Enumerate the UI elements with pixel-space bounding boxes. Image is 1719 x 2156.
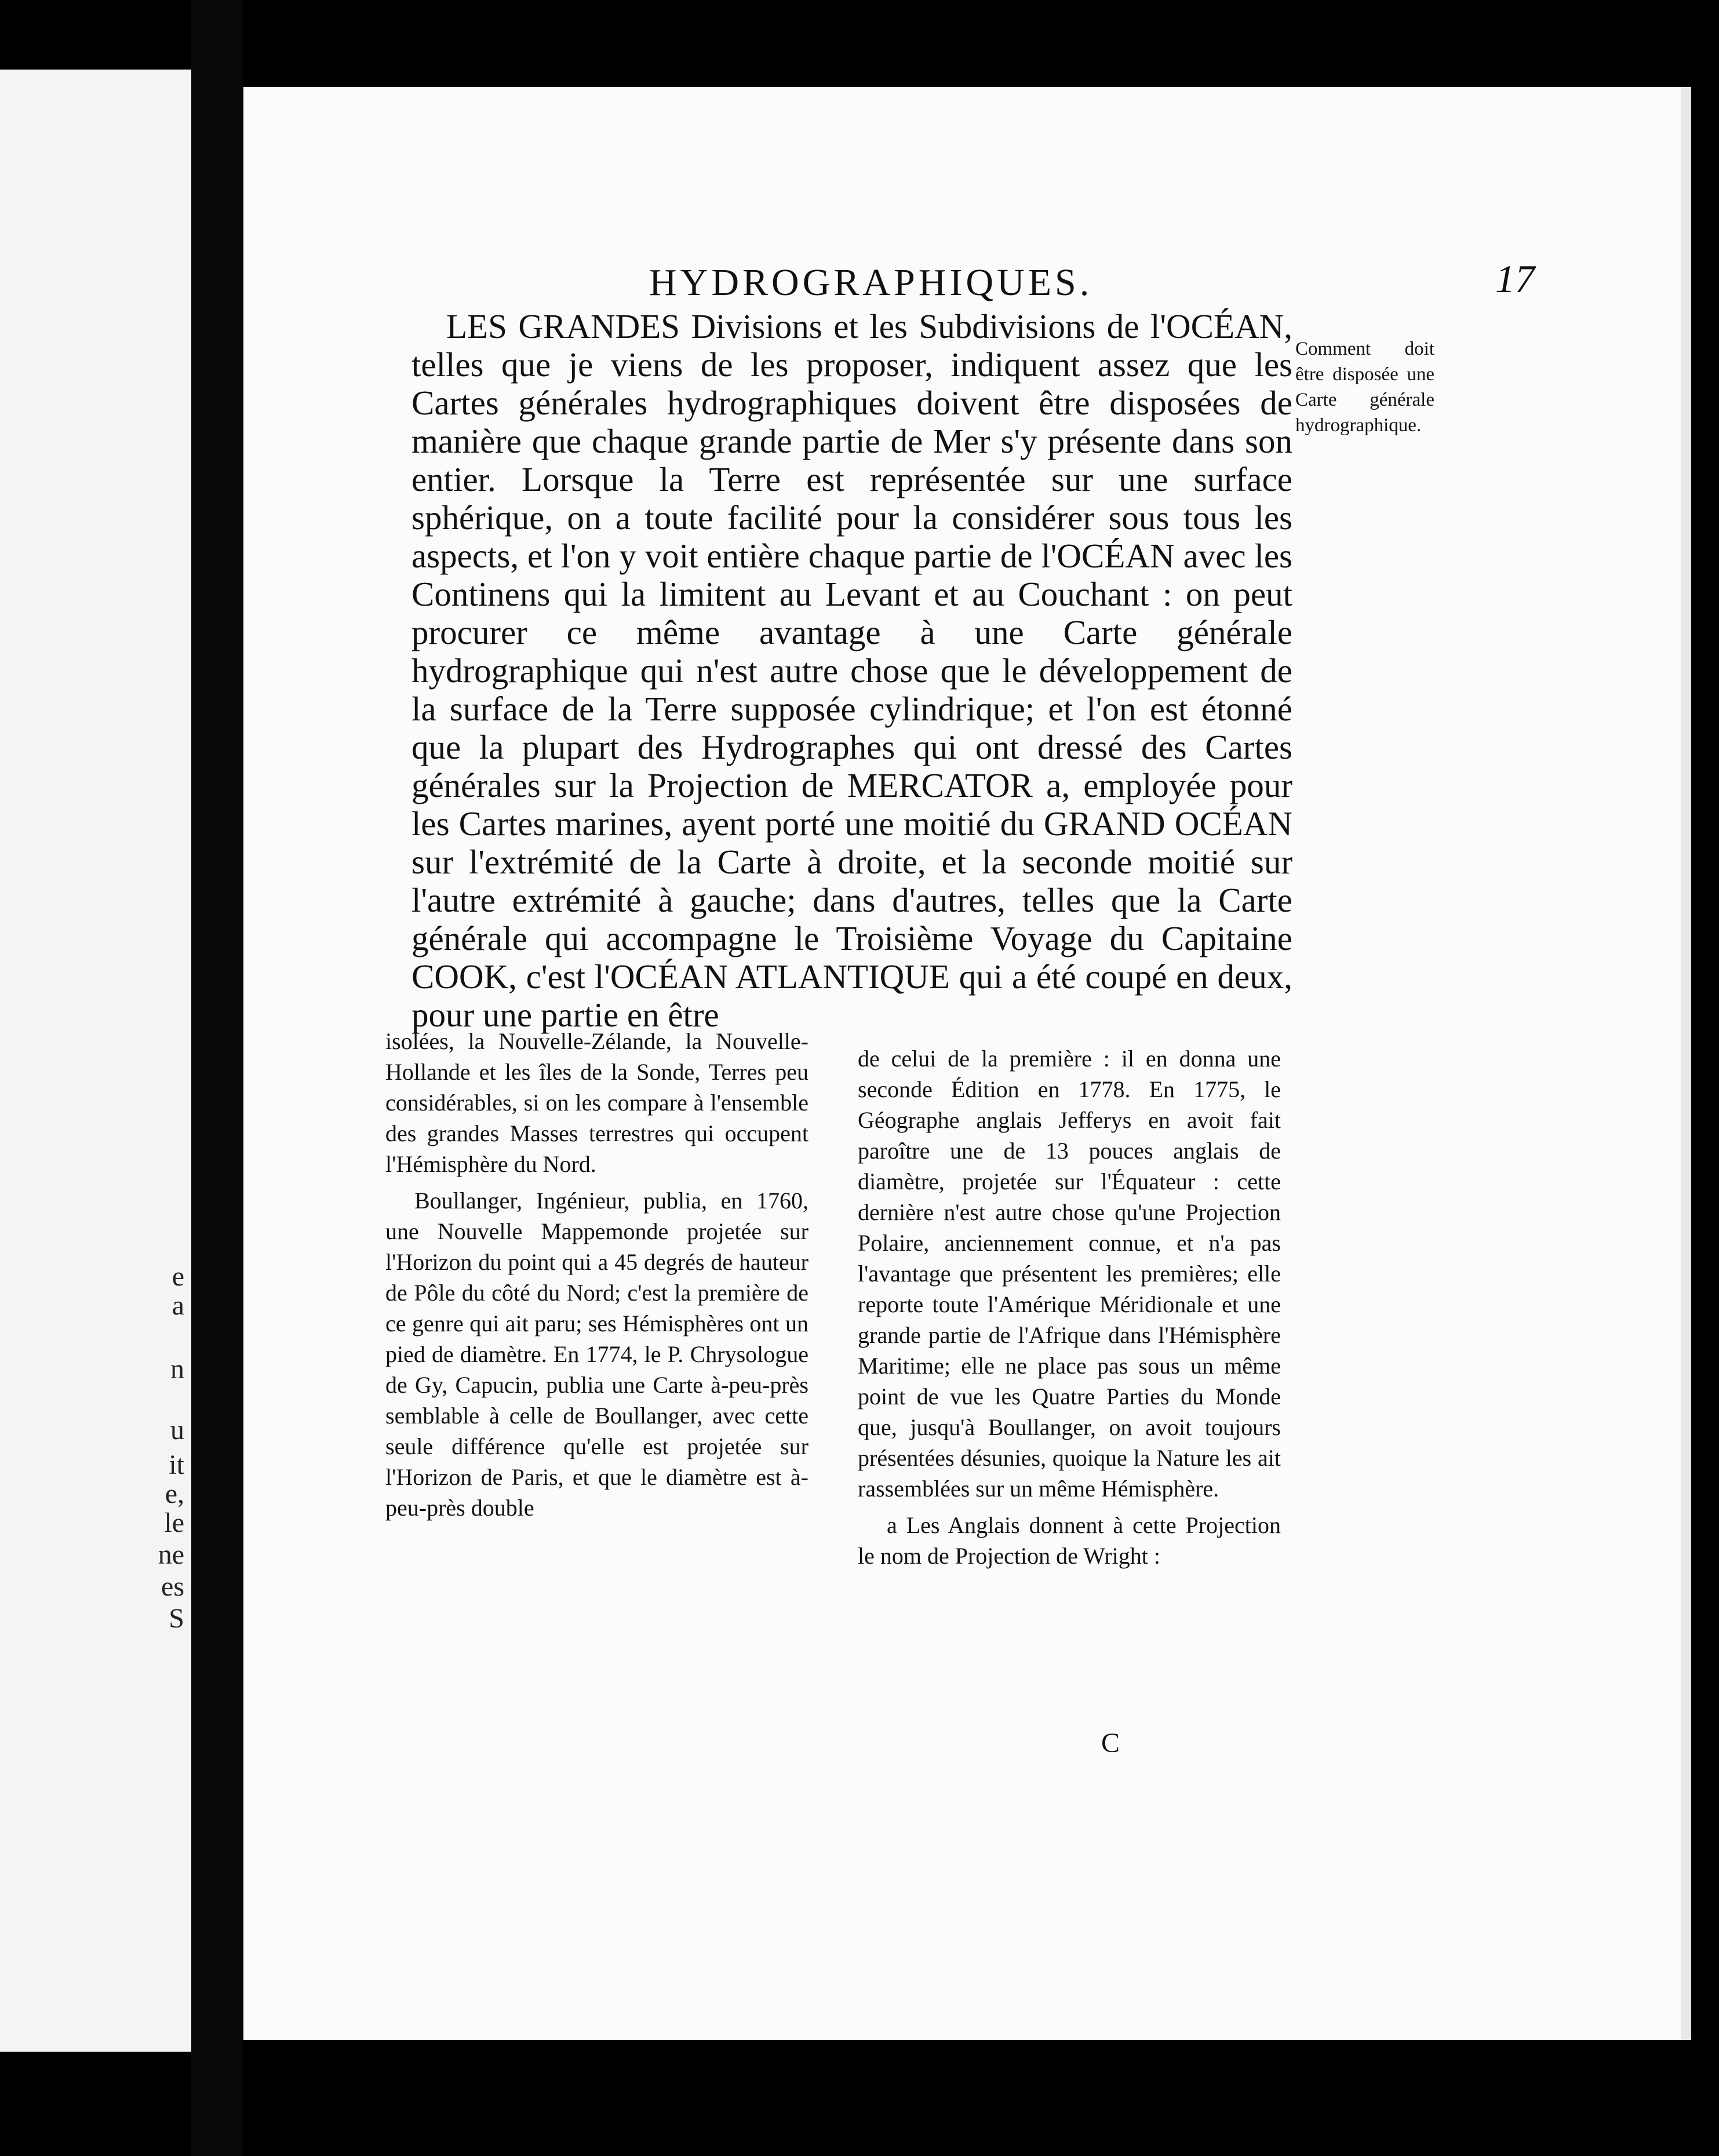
book-page	[243, 87, 1691, 2040]
left-page-fragment: e	[172, 1261, 184, 1292]
page-number: 17	[1495, 257, 1535, 301]
footnote-column-right	[858, 1043, 1281, 1577]
running-head: HYDROGRAPHIQUES.	[649, 261, 1093, 304]
footnote-paragraph: isolées, la Nouvelle-Zélande, la Nouvelle-Hollande et les îles de la Sonde, Terres peu considérables, si on les compare à l'ensemble des grandes Masses terrestres qui occupent l'Hémisphère du Nord.	[385, 1028, 808, 1177]
signature-mark: C	[1101, 1728, 1120, 1758]
left-page-fragment: ne	[158, 1539, 184, 1570]
footnote-column-left	[385, 1026, 808, 1529]
left-page-fragment: es	[161, 1571, 184, 1602]
left-facing-page	[0, 70, 191, 2052]
margin-note: Comment doit être disposée une Carte générale hydrographique.	[1295, 338, 1434, 436]
main-text-block	[411, 307, 1292, 1034]
left-page-fragment: u	[170, 1415, 184, 1445]
footnote-paragraph: a Les Anglais donnent à cette Projection le nom de Projection de Wright :	[858, 1512, 1281, 1569]
book-gutter	[191, 0, 243, 2156]
left-page-fragment: a	[172, 1290, 184, 1321]
main-paragraph: LES GRANDES Divisions et les Subdivisions de l'OCÉAN, telles que je viens de les proposer, indiquent assez que les Cartes générales hydrographiques doivent être disposées de manière que chaque grande partie de Mer s'y présente dans son entier. Lorsque la Terre est représentée sur une surface sphérique, on a toute facilité pour la considérer sous tous les aspects, et l'on y voit entière chaque partie de l'OCÉAN avec les Continens qui la limitent au Levant et au Couchant : on peut procurer ce même avantage à une Carte générale hydrographique qui n'est autre chose que le développement de la surface de la Terre supposée cylindrique; et l'on est étonné que la plupart des Hydrographes qui ont dressé des Cartes générales sur la Projection de MERCATOR a, employée pour les Cartes marines, ayent porté une moitié du GRAND OCÉAN sur l'extrémité de la Carte à droite, et la seconde moitié sur l'autre extrémité à gauche; dans d'autres, telles que la Carte générale qui accompagne le Troisième Voyage du Capitaine COOK, c'est l'OCÉAN ATLANTIQUE qui a été coupé en deux, pour une partie en être	[411, 307, 1292, 1034]
left-page-fragment: S	[169, 1603, 184, 1634]
footnote-paragraph: de celui de la première : il en donna une seconde Édition en 1778. En 1775, le Géographe anglais Jefferys en avoit fait paroître une de 13 pouces anglais de diamètre, projetée sur l'Équateur : cette dernière n'est autre chose qu'une Projection Polaire, anciennement connue, et n'a pas l'avantage que présentent les premières; elle reporte toute l'Amérique Méridionale et une grande partie de l'Afrique dans l'Hémisphère Maritime; elle ne place pas sous un même point de vue les Quatre Parties du Monde que, jusqu'à Boullanger, on avoit toujours présentées désunies, quoique la Nature les ait rassemblées sur un même Hémisphère.	[858, 1046, 1281, 1502]
footnote-paragraph: Boullanger, Ingénieur, publia, en 1760, une Nouvelle Mappemonde projetée sur l'Horizon du point qui a 45 degrés de hauteur de Pôle du côté du Nord; c'est la première de ce genre qui ait paru; ses Hémisphères ont un pied de diamètre. En 1774, le P. Chrysologue de Gy, Capucin, publia une Carte à-peu-près semblable à celle de Boullanger, avec cette seule différence qu'elle est projetée sur l'Horizon de Paris, et que le diamètre est à-peu-près double	[385, 1188, 808, 1521]
left-page-fragment: le	[164, 1507, 184, 1538]
left-page-fragment: e,	[165, 1478, 184, 1509]
left-page-fragment: it	[169, 1450, 184, 1480]
left-page-fragment: n	[170, 1354, 184, 1385]
